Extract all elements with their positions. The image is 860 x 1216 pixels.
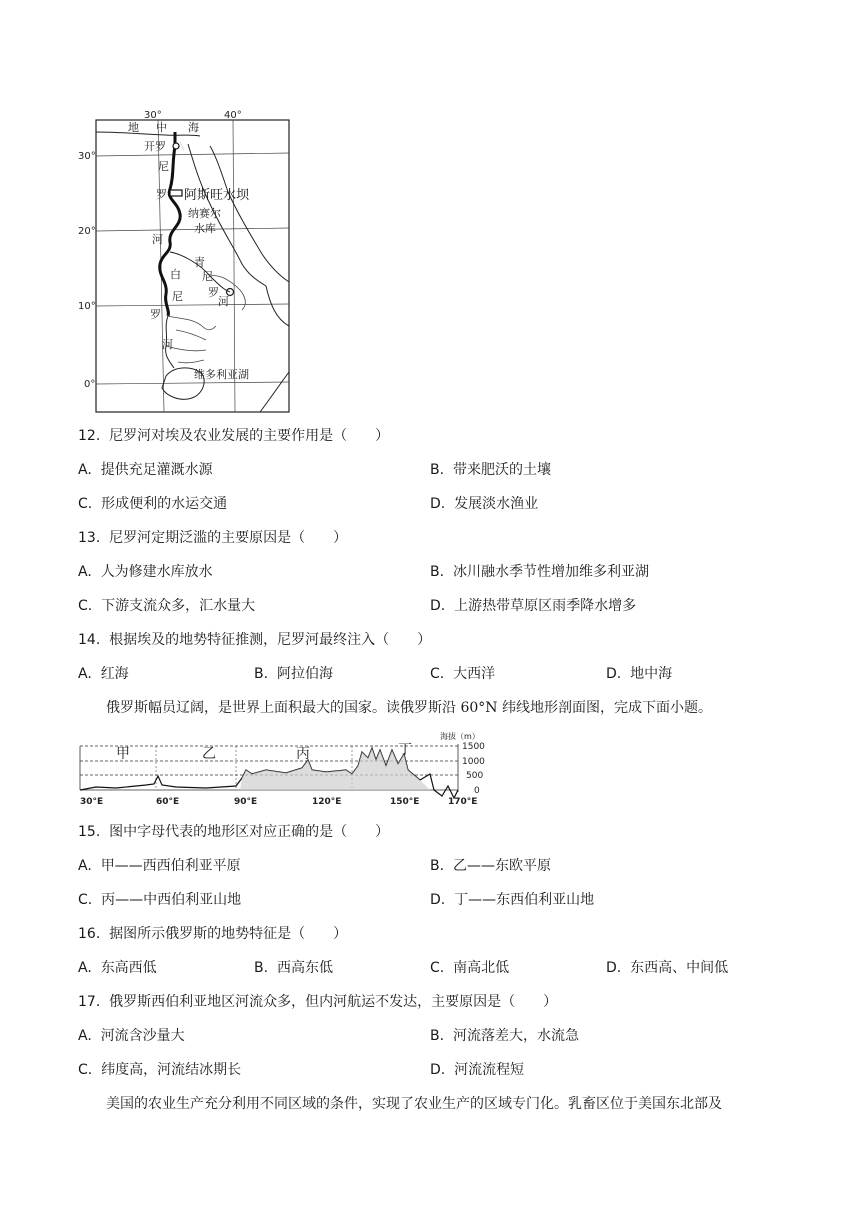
question-number: 13. bbox=[78, 530, 101, 546]
question-text: 尼罗河定期泛滥的主要原因是（ ） bbox=[109, 530, 348, 546]
intro-russia: 俄罗斯幅员辽阔，是世界上面积最大的国家。读俄罗斯沿 60°N 纬线地形剖面图，完成下面小题。 bbox=[106, 700, 712, 716]
option-letter: A. bbox=[78, 666, 92, 682]
lon-label-30: 30° bbox=[144, 110, 162, 121]
question-16 bbox=[78, 924, 347, 944]
label-nasser-2: 水库 bbox=[194, 222, 216, 235]
option-text: 大西洋 bbox=[453, 666, 496, 682]
option-16a[interactable] bbox=[78, 958, 157, 978]
option-letter: C. bbox=[430, 666, 445, 682]
option-text: 提供充足灌溉水源 bbox=[100, 462, 213, 478]
option-letter: D. bbox=[430, 1062, 446, 1078]
question-number: 14. bbox=[78, 632, 101, 648]
option-text: 下游支流众多，汇水量大 bbox=[101, 598, 256, 614]
option-15c[interactable] bbox=[78, 890, 241, 910]
y-tick-1500: 1500 bbox=[462, 742, 485, 752]
option-text: 带来肥沃的土壤 bbox=[452, 462, 551, 478]
option-text: 南高北低 bbox=[453, 960, 510, 976]
option-text: 乙——东欧平原 bbox=[452, 858, 551, 874]
option-14b[interactable] bbox=[254, 664, 333, 684]
cairo-marker bbox=[173, 143, 179, 149]
label-white-2: 尼 bbox=[172, 290, 183, 303]
option-17d[interactable] bbox=[430, 1060, 524, 1080]
question-12 bbox=[78, 426, 389, 446]
option-letter: B. bbox=[430, 1028, 445, 1044]
option-13c[interactable] bbox=[78, 596, 255, 616]
y-tick-0: 0 bbox=[474, 786, 480, 796]
x-tick-150e: 150°E bbox=[390, 797, 420, 806]
option-letter: D. bbox=[606, 666, 622, 682]
option-text: 甲——西西伯利亚平原 bbox=[100, 858, 241, 874]
option-letter: D. bbox=[430, 892, 446, 908]
x-tick-90e: 90°E bbox=[234, 797, 258, 806]
label-blue-2: 尼 bbox=[202, 270, 213, 283]
question-number: 17. bbox=[78, 994, 101, 1010]
question-text: 据图所示俄罗斯的地势特征是（ ） bbox=[109, 926, 348, 942]
option-letter: A. bbox=[78, 858, 92, 874]
label-cairo: 开罗 bbox=[144, 140, 166, 153]
option-letter: A. bbox=[78, 1028, 92, 1044]
label-blue-1: 青 bbox=[194, 256, 205, 269]
option-letter: C. bbox=[78, 892, 93, 908]
option-14c[interactable] bbox=[430, 664, 495, 684]
label-nasser-1: 纳赛尔 bbox=[188, 207, 221, 220]
label-aswan: 阿斯旺水坝 bbox=[184, 188, 250, 203]
label-white-4: 河 bbox=[162, 338, 173, 351]
option-13a[interactable] bbox=[78, 562, 213, 582]
label-river-he: 河 bbox=[152, 233, 163, 246]
label-nile-2: 罗 bbox=[156, 188, 167, 201]
option-letter: A. bbox=[78, 564, 92, 580]
lat-label-0: 0° bbox=[84, 379, 96, 390]
question-15 bbox=[78, 822, 389, 842]
option-text: 东高西低 bbox=[100, 960, 157, 976]
question-number: 16. bbox=[78, 926, 101, 942]
option-14a[interactable] bbox=[78, 664, 129, 684]
option-text: 河流落差大，水流急 bbox=[452, 1028, 579, 1044]
region-label-jia: 甲 bbox=[116, 746, 130, 762]
option-15b[interactable] bbox=[430, 856, 551, 876]
option-14d[interactable] bbox=[606, 664, 672, 684]
lon-label-40: 40° bbox=[224, 110, 242, 121]
option-12b[interactable] bbox=[430, 460, 551, 480]
label-nile-1: 尼 bbox=[158, 160, 169, 173]
option-text: 东西高、中间低 bbox=[630, 960, 729, 976]
option-letter: D. bbox=[430, 496, 446, 512]
lat-label-20: 20° bbox=[78, 226, 96, 237]
option-15d[interactable] bbox=[430, 890, 594, 910]
option-letter: D. bbox=[606, 960, 622, 976]
map-frame bbox=[96, 120, 289, 412]
horn-coast bbox=[266, 286, 289, 326]
option-letter: A. bbox=[78, 462, 92, 478]
option-17a[interactable] bbox=[78, 1026, 185, 1046]
question-17 bbox=[78, 992, 557, 1012]
option-text: 地中海 bbox=[630, 666, 673, 682]
option-13d[interactable] bbox=[430, 596, 636, 616]
aswan-dam-marker bbox=[170, 190, 182, 196]
x-tick-30e: 30°E bbox=[80, 797, 104, 806]
lat-label-10: 10° bbox=[78, 301, 96, 312]
option-16c[interactable] bbox=[430, 958, 509, 978]
label-white-1: 白 bbox=[170, 268, 181, 281]
option-text: 西高东低 bbox=[276, 960, 333, 976]
question-number: 15. bbox=[78, 824, 101, 840]
y-tick-500: 500 bbox=[466, 771, 484, 781]
nile-map bbox=[70, 104, 300, 416]
option-text: 阿拉伯海 bbox=[276, 666, 333, 682]
option-text: 冰川融水季节性增加维多利亚湖 bbox=[452, 564, 649, 580]
option-13b[interactable] bbox=[430, 562, 649, 582]
east-africa-coast bbox=[260, 372, 289, 412]
x-tick-170e: 170°E bbox=[448, 797, 478, 806]
option-text: 河流含沙量大 bbox=[100, 1028, 185, 1044]
label-victoria: 维多利亚湖 bbox=[194, 368, 249, 381]
region-label-ding: 丁 bbox=[398, 742, 412, 758]
option-16d[interactable] bbox=[606, 958, 728, 978]
region-label-yi: 乙 bbox=[202, 746, 216, 762]
option-letter: B. bbox=[430, 858, 445, 874]
question-text: 尼罗河对埃及农业发展的主要作用是（ ） bbox=[109, 428, 390, 444]
option-letter: B. bbox=[254, 666, 269, 682]
mediterranean-coast bbox=[96, 132, 200, 136]
label-sea-2: 中 bbox=[156, 121, 167, 134]
option-15a[interactable] bbox=[78, 856, 241, 876]
y-axis-title: 海拔（m） bbox=[440, 732, 480, 741]
lat-label-30: 30° bbox=[78, 151, 96, 162]
option-text: 纬度高，河流结冰期长 bbox=[101, 1062, 242, 1078]
option-letter: C. bbox=[430, 960, 445, 976]
option-text: 丁——东西伯利亚山地 bbox=[454, 892, 595, 908]
option-text: 形成便利的水运交通 bbox=[101, 496, 228, 512]
region-label-bing: 丙 bbox=[296, 746, 310, 762]
option-letter: B. bbox=[254, 960, 269, 976]
option-letter: D. bbox=[430, 598, 446, 614]
x-tick-120e: 120°E bbox=[312, 797, 342, 806]
option-text: 人为修建水库放水 bbox=[100, 564, 213, 580]
label-blue-3: 罗 bbox=[208, 286, 219, 299]
option-12d[interactable] bbox=[430, 494, 538, 514]
option-16b[interactable] bbox=[254, 958, 333, 978]
question-text: 图中字母代表的地形区对应正确的是（ ） bbox=[109, 824, 390, 840]
question-text: 根据埃及的地势特征推测，尼罗河最终注入（ ） bbox=[109, 632, 432, 648]
option-12c[interactable] bbox=[78, 494, 227, 514]
question-text: 俄罗斯西伯利亚地区河流众多，但内河航运不发达，主要原因是（ ） bbox=[109, 994, 558, 1010]
option-letter: C. bbox=[78, 496, 93, 512]
question-number: 12. bbox=[78, 428, 101, 444]
option-text: 河流流程短 bbox=[454, 1062, 525, 1078]
option-text: 上游热带草原区雨季降水增多 bbox=[454, 598, 637, 614]
option-letter: C. bbox=[78, 598, 93, 614]
option-letter: A. bbox=[78, 960, 92, 976]
label-sea-3: 海 bbox=[188, 121, 199, 134]
option-text: 发展淡水渔业 bbox=[454, 496, 539, 512]
option-letter: B. bbox=[430, 462, 445, 478]
option-letter: C. bbox=[78, 1062, 93, 1078]
red-sea-east-coast bbox=[210, 146, 289, 282]
option-12a[interactable] bbox=[78, 460, 213, 480]
label-white-3: 罗 bbox=[150, 308, 161, 321]
russia-profile bbox=[76, 730, 496, 806]
option-text: 丙——中西伯利亚山地 bbox=[101, 892, 242, 908]
option-letter: B. bbox=[430, 564, 445, 580]
intro-usa: 美国的农业生产充分利用不同区域的条件，实现了农业生产的区域专门化。乳畜区位于美国东北部及 bbox=[106, 1096, 722, 1112]
option-17c[interactable] bbox=[78, 1060, 241, 1080]
question-14 bbox=[78, 630, 431, 650]
label-blue-4: 河 bbox=[218, 295, 229, 308]
option-text: 红海 bbox=[100, 666, 129, 682]
y-tick-1000: 1000 bbox=[462, 757, 485, 767]
option-17b[interactable] bbox=[430, 1026, 579, 1046]
label-sea-1: 地 bbox=[128, 121, 139, 134]
question-13 bbox=[78, 528, 347, 548]
x-tick-60e: 60°E bbox=[156, 797, 180, 806]
